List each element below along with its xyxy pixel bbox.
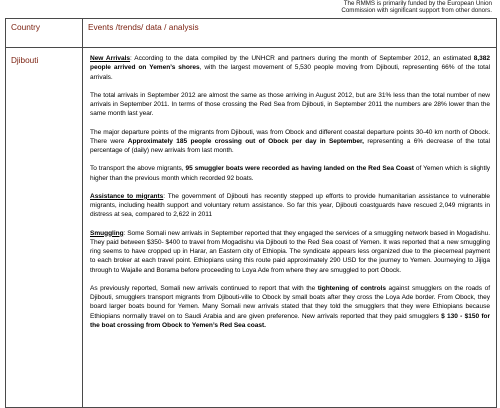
highlight-text: 95 smuggler boats were recorded as having landed on the Red Sea Coast xyxy=(185,165,414,173)
paragraph-text: : The government of Djibouti has recently stepped up efforts to provide humanitarian assistance to vulnerable migrants, including health support and voluntary return assistance. So far this year, Djibouti coastguards have rescued 2,049 migrants in distress at sea, compared to 2,622 in 2011 xyxy=(90,192,490,219)
highlight-text: 8,382 people arrived on Yemen’s shores xyxy=(90,55,490,72)
country-cell: Djibouti xyxy=(6,48,83,408)
events-cell xyxy=(83,48,497,408)
paragraph-text: To transport the above migrants, xyxy=(90,165,186,173)
country-column-header: Country xyxy=(6,19,83,48)
paragraph-text: representing a 6% decrease of the total percentage of (daily) new arrivals from last month. xyxy=(90,137,491,154)
highlight-text: Approximately 185 people crossing out of Obock per day in September, xyxy=(127,137,364,145)
paragraph-text: The total arrivals in September 2012 are almost the same as those arriving in August 2012, but are 31% less than the total number of new arrivals in September 2011. In terms of those crossing the Red Sea from Djibouti, in September 2011 the numbers are 28% lower than the same month last year. xyxy=(90,91,490,118)
smuggling-label: Smuggling xyxy=(90,229,124,237)
assistance-label: Assistance to migrants xyxy=(90,192,164,200)
country-events-table xyxy=(5,18,497,408)
new-arrivals-label: New Arrivals xyxy=(90,55,131,62)
funding-note xyxy=(257,0,492,14)
paragraph-departure-points xyxy=(90,128,490,156)
paragraph-controls xyxy=(90,284,490,330)
paragraph-text: : Some Somali new arrivals in September reported that they engaged the services of a smuggling network based in Mogadishu. They paid between $350- $400 to travel from Mogadishu via Djibouti to the Red Sea coast of Yemen. It was reported that a new smuggling ring seems to have cropped up in Harar, an Eastern city of Ethiopia. The syndicate appears less organized due to the piecemeal payment to each broker at each travel point. Ethiopians using this route paid approximately 290 USD for the journey to Yemen. Journeying to Jijiga through to Wajalle and Borama before proceeding to Loya Ade from where they are smuggled to port Obock. xyxy=(90,229,490,274)
paragraph-assistance xyxy=(90,192,490,220)
paragraph-text: : According to the data compiled by the UNHCR and partners during the month of September 2012, an estimated xyxy=(130,55,474,62)
paragraph-text: As previously reported, Somali new arrivals continued to report that with the xyxy=(90,284,318,292)
paragraph-smuggler-boats xyxy=(90,164,490,183)
highlight-text: tightening of controls xyxy=(317,284,386,292)
funding-note-line-1: The RMMS is primarily funded by the European Union xyxy=(343,0,492,7)
paragraph-text: The major departure points of the migrants from Djibouti, was from Obock and different coastal departure points 30-40 km north of Obock. There were xyxy=(90,128,490,145)
paragraph-new-arrivals xyxy=(90,54,490,82)
paragraph-total-arrivals xyxy=(90,91,490,119)
funding-note-line-2: Commission with significant support from other donors. xyxy=(341,7,492,14)
highlight-text: $ 130 - $150 for the boat crossing from Obock to Yemen’s Red Sea coast. xyxy=(90,312,490,329)
paragraph-smuggling xyxy=(90,229,490,275)
table-row-djibouti xyxy=(6,48,497,408)
paragraph-text: of Yemen which is slightly higher than the previous month which recorded 92 boats. xyxy=(90,165,491,182)
table-header-row xyxy=(6,19,497,48)
paragraph-text: , with the largest movement of 5,530 people moving from Djibouti, representing 66% of the total arrivals. xyxy=(90,64,490,81)
paragraph-text: against smugglers on the roads of Djibouti, smugglers transport migrants from Djibouti-ville to Obock by small boats after they cross the Loya Ade border. From Obock, they board larger boats bound for Yemen. Many Somali new arrivals stated that they told the smugglers that they were Ethiopians because Ethiopians normally travel on to Saudi Arabia and are given preference. New arrivals reported that they paid smugglers xyxy=(90,284,490,320)
events-column-header: Events /trends/ data / analysis xyxy=(83,19,497,48)
